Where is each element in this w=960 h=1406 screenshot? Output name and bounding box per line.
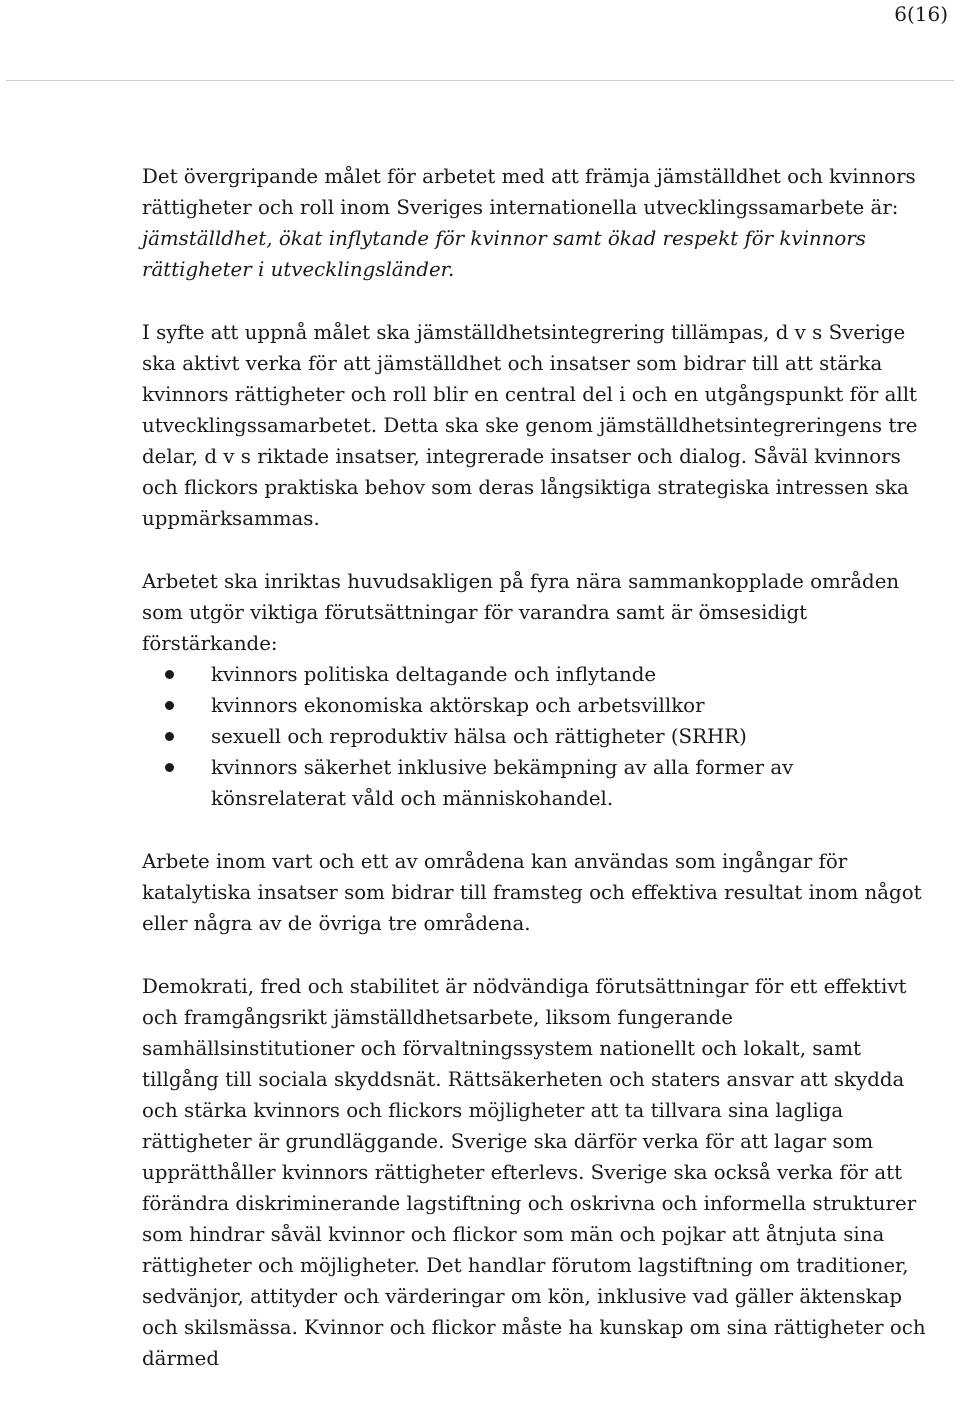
list-item-text: kvinnors säkerhet inklusive bekämpning av alla former av könsrelaterat våld och människohandel. xyxy=(211,756,794,810)
paragraph-focus-areas-intro: Arbetet ska inriktas huvudsakligen på fyra nära sammankopplade områden som utgör viktiga förutsättningar för varandra samt är ömsesidigt förstärkande: xyxy=(142,570,900,655)
paragraph-gender-mainstreaming: I syfte att uppnå målet ska jämställdhetsintegrering tillämpas, d v s Sverige ska aktivt verka för att jämställdhet och insatser som bidrar till att stärka kvinnors rättigheter och roll blir en central del i och en utgångspunkt för allt utvecklingssamarbetet. Detta ska ske genom jämställdhetsintegreringens tre delar, d v s riktade insatser, integrerade insatser och dialog. Såväl kvinnors och flickors praktiska behov som deras långsiktiga strategiska intressen ska uppmärksammas. xyxy=(142,321,918,530)
paragraph-overall-goal-text: Det övergripande målet för arbetet med att främja jämställdhet och kvinnors rättigheter och roll inom Sveriges internationella utvecklingssamarbete är: xyxy=(142,165,916,219)
list-item-text: sexuell och reproduktiv hälsa och rättigheter (SRHR) xyxy=(211,725,747,748)
bullet-icon xyxy=(165,732,174,741)
paragraph-overall-goal-italic: jämställdhet, ökat inflytande för kvinnor samt ökad respekt för kvinnors rättigheter i utvecklingsländer. xyxy=(142,227,866,281)
list-item-text: kvinnors ekonomiska aktörskap och arbetsvillkor xyxy=(211,694,705,717)
bullet-icon xyxy=(165,670,174,679)
paragraph-focus-areas xyxy=(142,566,932,814)
paragraph-overall-goal xyxy=(142,161,932,285)
list-item xyxy=(142,752,932,814)
paragraph-catalytic-interventions: Arbete inom vart och ett av områdena kan användas som ingångar för katalytiska insatser som bidrar till framsteg och effektiva resultat inom något eller några av de övriga tre områdena. xyxy=(142,850,922,935)
bullet-icon xyxy=(165,701,174,710)
bullet-icon xyxy=(165,763,174,772)
document-body xyxy=(142,161,932,1406)
list-item xyxy=(142,690,932,721)
list-item xyxy=(142,659,932,690)
header-divider xyxy=(6,80,954,81)
list-item-text: kvinnors politiska deltagande och inflytande xyxy=(211,663,657,686)
paragraph-democracy-peace: Demokrati, fred och stabilitet är nödvändiga förutsättningar för ett effektivt och framgångsrikt jämställdhetsarbete, liksom fungerande samhällsinstitutioner och förvaltningssystem nationellt och lokalt, samt tillgång till sociala skyddsnät. Rättsäkerheten och staters ansvar att skydda och stärka kvinnors och flickors möjligheter att ta tillvara sina lagliga rättigheter är grundläggande. Sverige ska därför verka för att lagar som upprätthåller kvinnors rättigheter efterlevs. Sverige ska också verka för att förändra diskriminerande lagstiftning och oskrivna och informella strukturer som hindrar såväl kvinnor och flickor som män och pojkar att åtnjuta sina rättigheter och möjligheter. Det handlar förutom lagstiftning om traditioner, sedvänjor, attityder och värderingar om kön, inklusive vad gäller äktenskap och skilsmässa. Kvinnor och flickor måste ha kunskap om sina rättigheter och därmed xyxy=(142,975,926,1370)
focus-areas-list xyxy=(142,659,932,814)
page-number: 6(16) xyxy=(894,2,948,26)
list-item xyxy=(142,721,932,752)
